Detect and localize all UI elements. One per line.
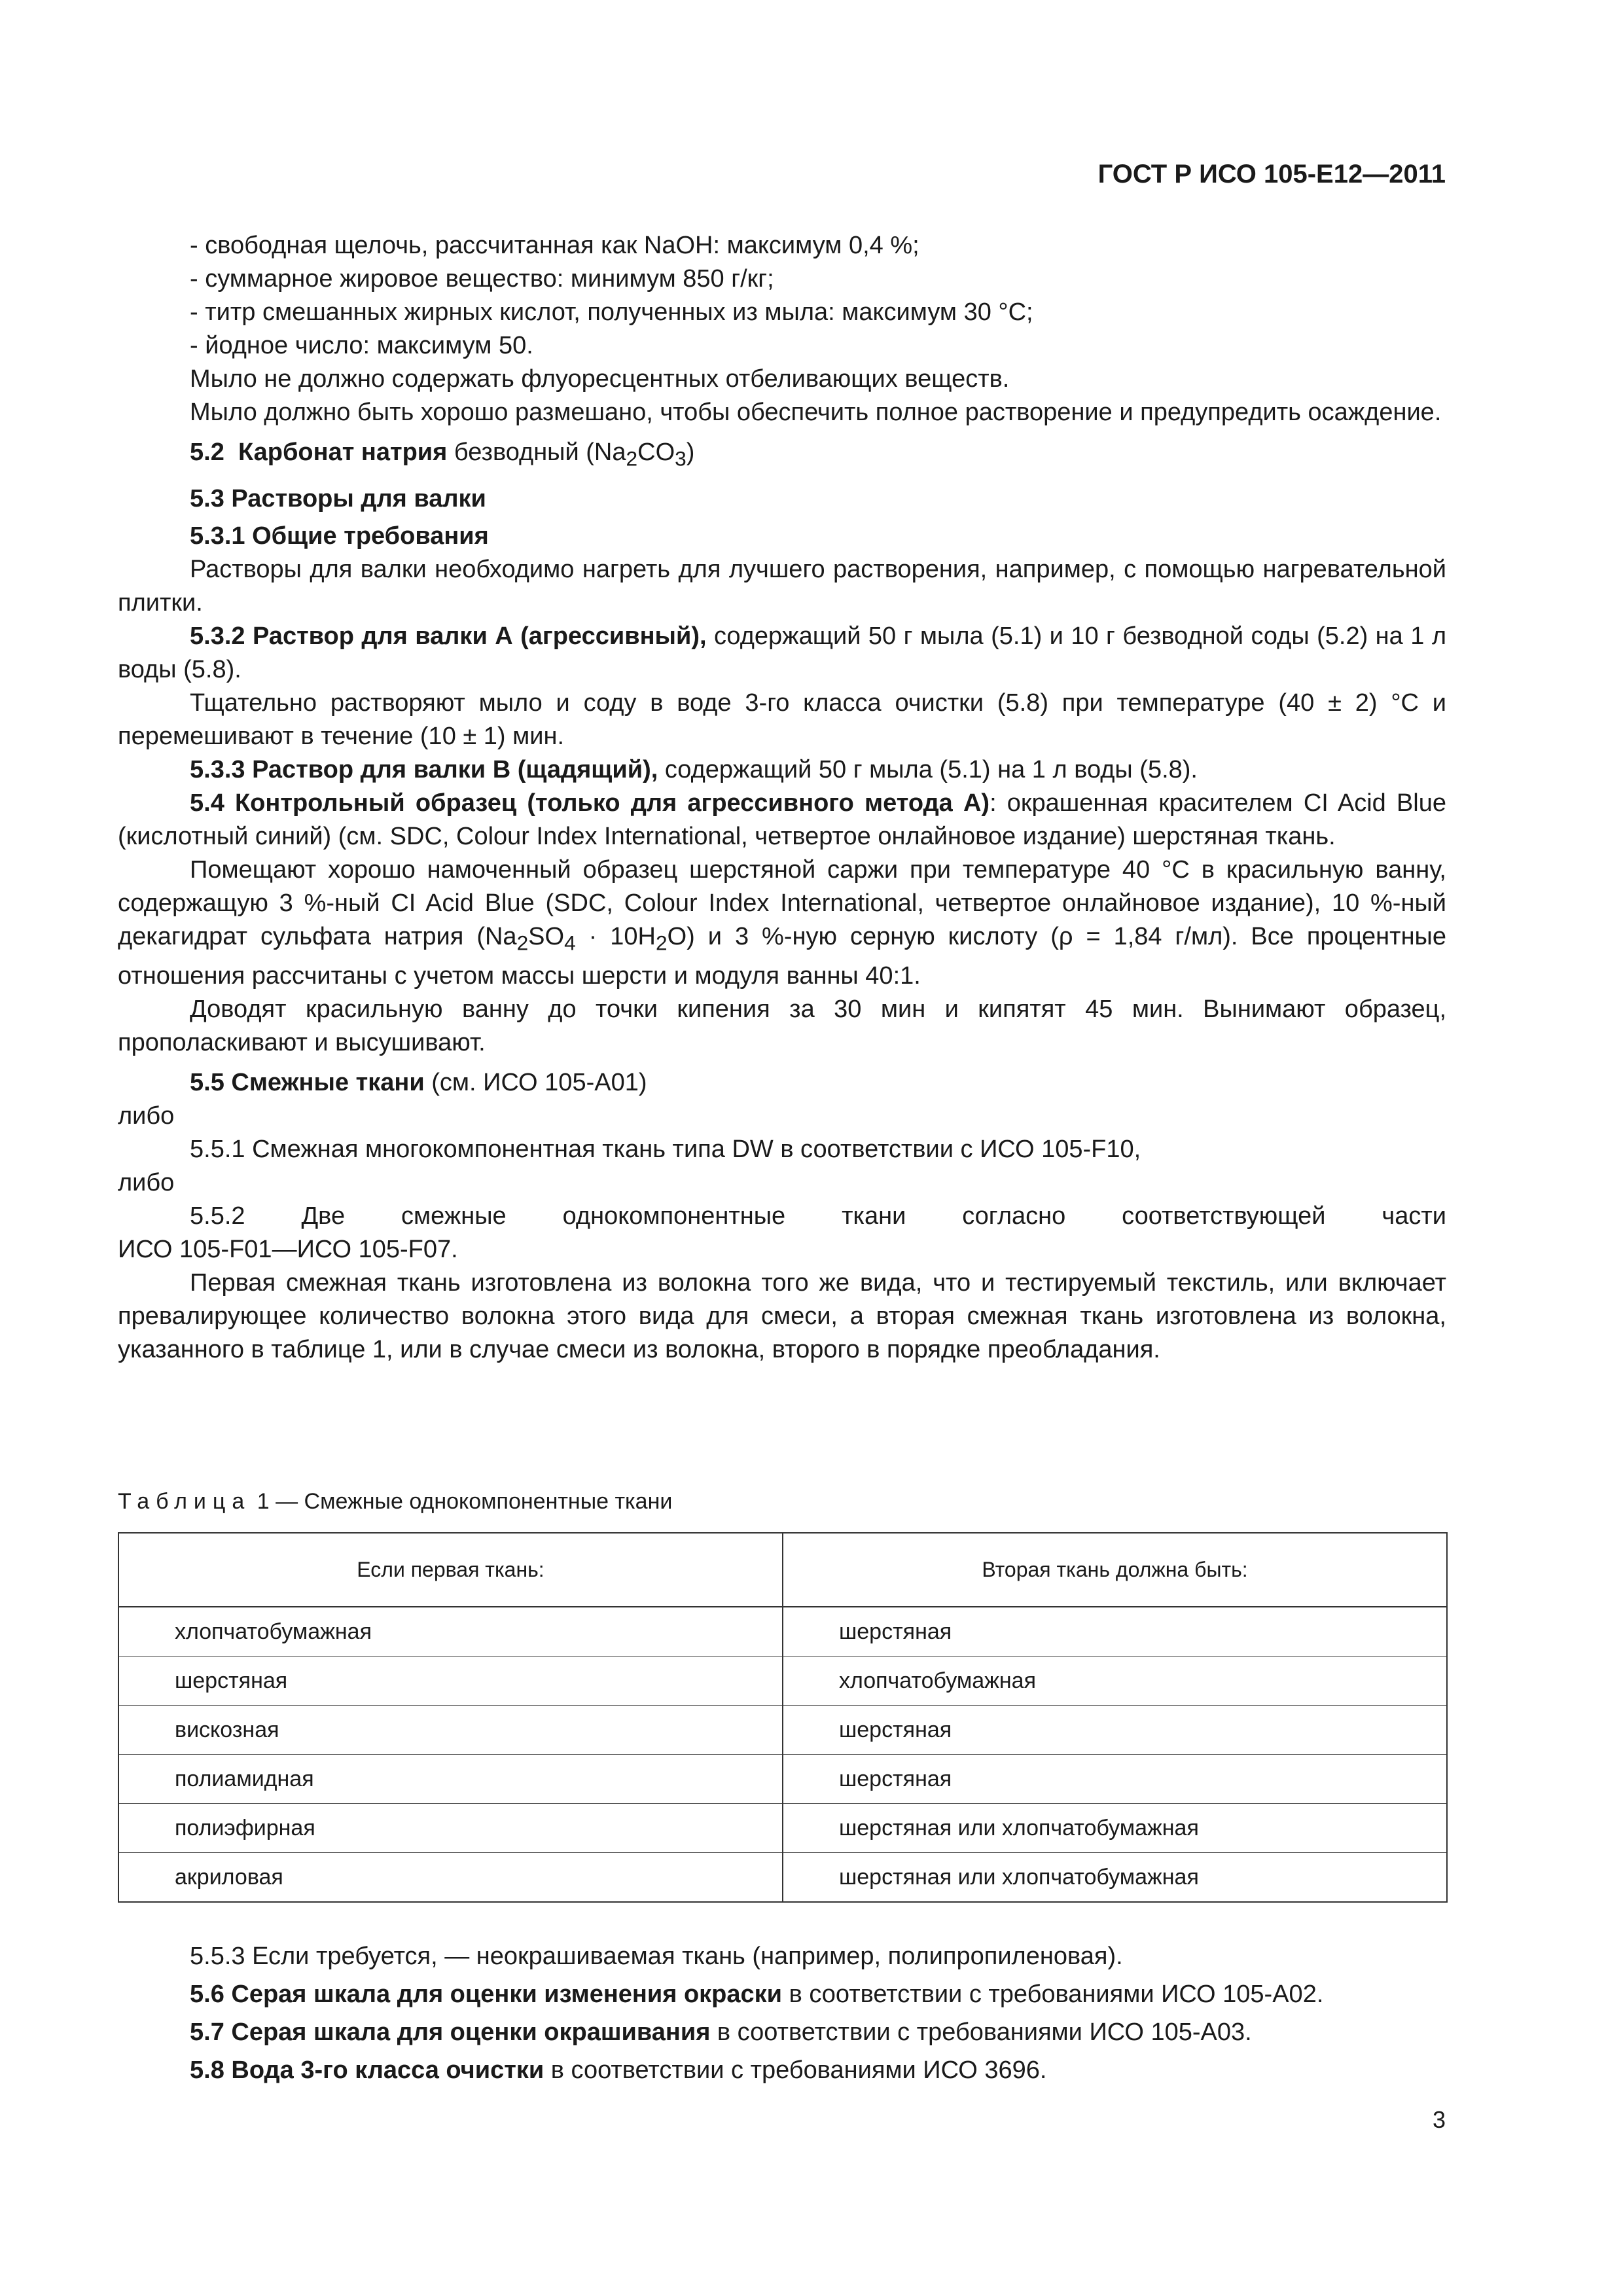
section-5-3-1-text: Растворы для валки необходимо нагреть для лучшего растворения, например, с помощью нагревательной плитки. bbox=[118, 555, 1446, 617]
or-label: либо bbox=[118, 1169, 175, 1197]
body-text-after-table bbox=[118, 1937, 1446, 2089]
table-caption-label: Таблица bbox=[118, 1489, 251, 1514]
section-5-8 bbox=[118, 2051, 1446, 2089]
table-cell-first: полиамидная bbox=[118, 1755, 783, 1804]
formula-sub: 2 bbox=[626, 446, 638, 471]
soap-requirement-alkali: - свободная щелочь, рассчитанная как NaOH: максимум 0,4 %; bbox=[190, 232, 919, 259]
section-5-5-2-line1: 5.5.2 Две смежные однокомпонентные ткани согласно соответствующей части bbox=[190, 1202, 1446, 1230]
section-5-2-title: Карбонат натрия bbox=[238, 439, 448, 466]
section-5-8-text: в соответствии с требованиями ИСО 3696. bbox=[544, 2056, 1047, 2084]
section-5-4-procedure bbox=[118, 853, 1446, 994]
table-cell-second: шерстяная bbox=[783, 1706, 1447, 1755]
section-5-3-3-title: 5.3.3 Раствор для валки В (щадящий), bbox=[190, 755, 658, 783]
table-caption-title: 1 — Смежные однокомпонентные ткани bbox=[251, 1489, 673, 1514]
section-5-5 bbox=[118, 1066, 1446, 1100]
section-5-3-2-procedure: Тщательно растворяют мыло и соду в воде 3-го класса очистки (5.8) при температуре (40 ± 2) °С и перемешивают в течение (10 ± 1) мин. bbox=[118, 689, 1446, 750]
adjacent-fabrics-table bbox=[118, 1532, 1448, 1903]
soap-no-fluorescent: Мыло не должно содержать флуоресцентных отбеливающих веществ. bbox=[190, 365, 1010, 393]
table-cell-first: вискозная bbox=[118, 1706, 783, 1755]
section-5-7-title: 5.7 Серая шкала для оценки окрашивания bbox=[190, 2018, 711, 2046]
section-5-5-1: 5.5.1 Смежная многокомпонентная ткань типа DW в соответствии с ИСО 105-F10, bbox=[190, 1136, 1141, 1164]
section-5-4-title: 5.4 Контрольный образец (только для агрессивного метода А) bbox=[190, 789, 990, 817]
formula-sub: 4 bbox=[564, 931, 576, 955]
formula-part: CO bbox=[637, 439, 675, 466]
table-cell-first: шерстяная bbox=[118, 1657, 783, 1706]
section-5-2-number: 5.2 bbox=[190, 439, 224, 466]
section-5-7 bbox=[118, 2013, 1446, 2051]
table-caption bbox=[118, 1488, 672, 1515]
section-5-5-2-line2: ИСО 105-F01—ИСО 105-F07. bbox=[118, 1236, 458, 1264]
section-5-6-text: в соответствии с требованиями ИСО 105-А02. bbox=[782, 1981, 1324, 2008]
section-5-2-text: безводный (Na bbox=[447, 439, 626, 466]
procedure-text: Помещают хорошо намоченный образец шерстяной саржи при температуре 40 °С в красильную ванну, содержащую 3 %-ный CI Acid Blue (SDC, Colour Index International, четвертое онлайновое издание), 10 %-ный декагидрат сульфата натрия (Na bbox=[118, 855, 1446, 950]
formula-sub: 2 bbox=[655, 931, 668, 955]
section-5-3-3 bbox=[118, 753, 1446, 787]
section-5-3-1-heading: 5.3.1 Общие требования bbox=[190, 522, 489, 550]
section-5-4 bbox=[118, 787, 1446, 853]
section-5-6-title: 5.6 Серая шкала для оценки изменения окраски bbox=[190, 1981, 783, 2008]
section-5-3-2 bbox=[118, 620, 1446, 687]
section-5-5-title: 5.5 Смежные ткани bbox=[190, 1069, 425, 1097]
table-row bbox=[118, 1755, 1447, 1804]
table-row bbox=[118, 1804, 1447, 1853]
table-cell-first: акриловая bbox=[118, 1853, 783, 1903]
formula-sub: 3 bbox=[675, 446, 687, 471]
table-cell-second: шерстяная или хлопчатобумажная bbox=[783, 1853, 1447, 1903]
table-row bbox=[118, 1657, 1447, 1706]
table-cell-first: полиэфирная bbox=[118, 1804, 783, 1853]
soap-requirement-fat: - суммарное жировое вещество: минимум 850 г/кг; bbox=[190, 265, 774, 293]
document-code: ГОСТ Р ИСО 105-Е12—2011 bbox=[1097, 160, 1446, 188]
or-label: либо bbox=[118, 1102, 175, 1130]
table-cell-second: шерстяная или хлопчатобумажная bbox=[783, 1804, 1447, 1853]
section-5-5-ref: (см. ИСО 105-А01) bbox=[424, 1069, 647, 1097]
table-header-second-fabric: Вторая ткань должна быть: bbox=[783, 1533, 1447, 1607]
soap-mixing: Мыло должно быть хорошо размешано, чтобы обеспечить полное растворение и предупредить осаждение. bbox=[190, 399, 1442, 426]
section-5-5-3: 5.5.3 Если требуется, — неокрашиваемая ткань (например, полипропиленовая). bbox=[190, 1943, 1123, 1970]
table-row bbox=[118, 1853, 1447, 1903]
section-5-3-2-text: содержащий 50 г мыла (5.1) и 10 г безводной соды (5.2) на 1 л воды (5.8). bbox=[118, 622, 1446, 683]
section-5-6 bbox=[118, 1975, 1446, 2013]
section-5-8-title: 5.8 Вода 3-го класса очистки bbox=[190, 2056, 544, 2084]
section-5-5-2-text: Первая смежная ткань изготовлена из волокна того же вида, что и тестируемый текстиль, или включает превалирующее количество волокна этого вида для смеси, а вторая смежная ткань изготовлена из волокна, указанного в таблице 1, или в случае смеси из волокна, второго в порядке преобладания. bbox=[118, 1269, 1446, 1364]
body-text bbox=[118, 229, 1446, 1367]
section-5-2 bbox=[118, 436, 1446, 476]
section-5-3-title bbox=[118, 482, 1446, 516]
section-5-3-3-text: содержащий 50 г мыла (5.1) на 1 л воды (5.8). bbox=[658, 755, 1198, 783]
section-5-3-2-title: 5.3.2 Раствор для валки А (агрессивный), bbox=[190, 622, 707, 650]
section-5-4-text: : окрашенная красителем CI Acid Blue (кислотный синий) (см. SDC, Colour Index International, четвертое онлайновое издание) шерстяная ткань. bbox=[118, 789, 1446, 850]
section-5-3-1-title bbox=[118, 520, 1446, 553]
procedure-text: O) и 3 %-ную серную кислоту (ρ = 1,84 г/мл). Все процентные отношения рассчитаны с учетом массы шерсти и модуля ванны 40:1. bbox=[118, 922, 1446, 990]
table-cell-second: шерстяная bbox=[783, 1607, 1447, 1657]
formula-sub: 2 bbox=[516, 931, 529, 955]
table-header-row bbox=[118, 1533, 1447, 1607]
table-cell-second: хлопчатобумажная bbox=[783, 1657, 1447, 1706]
table-row bbox=[118, 1706, 1447, 1755]
section-5-7-text: в соответствии с требованиями ИСО 105-А03. bbox=[710, 2018, 1252, 2046]
formula-part: ) bbox=[686, 439, 695, 466]
table-cell-first: хлопчатобумажная bbox=[118, 1607, 783, 1657]
section-5-3-heading: 5.3 Растворы для валки bbox=[190, 484, 486, 512]
soap-requirement-titre: - титр смешанных жирных кислот, полученных из мыла: максимум 30 °С; bbox=[190, 298, 1033, 326]
formula-part: SO bbox=[528, 922, 565, 950]
table-header-first-fabric: Если первая ткань: bbox=[118, 1533, 783, 1607]
table-cell-second: шерстяная bbox=[783, 1755, 1447, 1804]
formula-part: · 10H bbox=[575, 922, 656, 950]
table-row bbox=[118, 1607, 1447, 1657]
soap-requirement-iodine: - йодное число: максимум 50. bbox=[190, 332, 533, 359]
page-number: 3 bbox=[1432, 2106, 1446, 2133]
section-5-4-boiling: Доводят красильную ванну до точки кипения за 30 мин и кипятят 45 мин. Вынимают образец, прополаскивают и высушивают. bbox=[118, 996, 1446, 1057]
